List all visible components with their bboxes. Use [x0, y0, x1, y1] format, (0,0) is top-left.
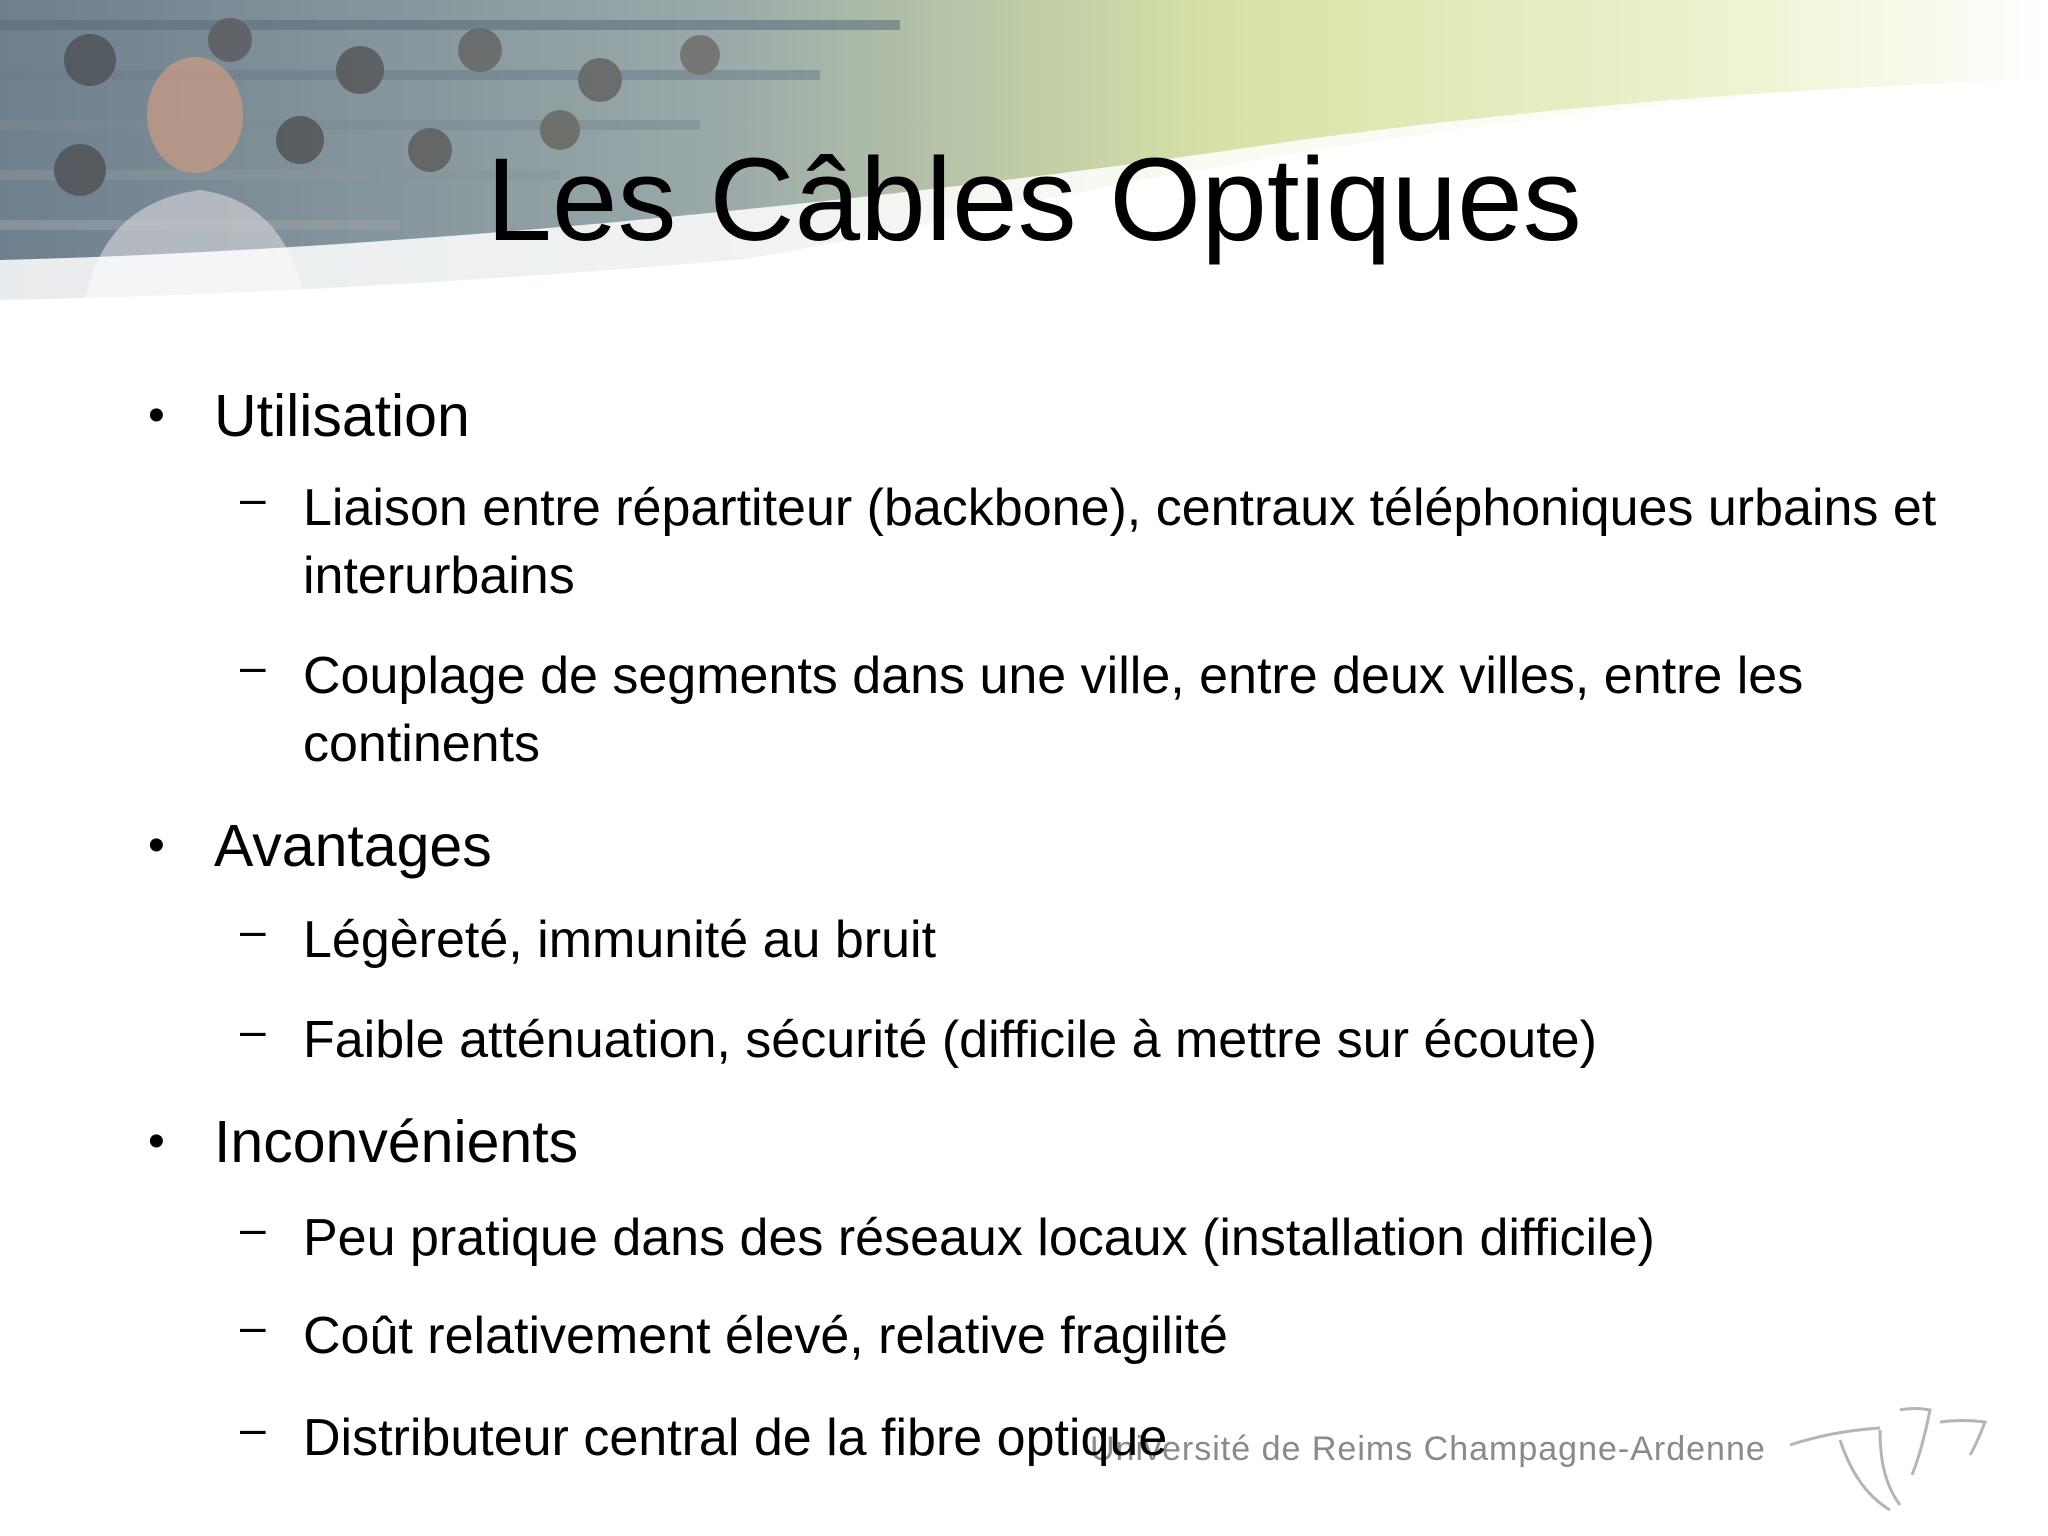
slide-title: Les Câbles Optiques	[486, 134, 1582, 266]
dash-icon: –	[240, 1300, 266, 1352]
list-item-text: Coût relativement élevé, relative fragilité	[303, 1307, 1228, 1365]
section-heading: Utilisation	[214, 383, 470, 449]
dash-icon: –	[240, 472, 266, 524]
list-item-text: Couplage de segments dans une ville, entre deux villes, entre les continents	[303, 647, 1804, 773]
list-item-text: Distributeur central de la fibre optique	[303, 1409, 1168, 1467]
dash-icon: –	[240, 640, 266, 692]
bullet-icon: •	[148, 819, 165, 872]
institution-name: Université de Reims Champagne-Ardenne	[1090, 1430, 1766, 1468]
dash-icon: –	[240, 1202, 266, 1254]
list-item-text: Peu pratique dans des réseaux locaux (installation difficile)	[303, 1209, 1655, 1267]
dash-icon: –	[240, 904, 266, 956]
bullet-icon: •	[148, 1115, 165, 1168]
dash-icon: –	[240, 1402, 266, 1454]
list-item-text: Faible atténuation, sécurité (difficile à mettre sur écoute)	[303, 1011, 1597, 1069]
section-heading: Avantages	[214, 813, 492, 879]
list-item-text: Liaison entre répartiteur (backbone), centraux téléphoniques urbains et interurbains	[303, 479, 1937, 605]
bullet-icon: •	[148, 389, 165, 442]
section-heading: Inconvénients	[214, 1109, 579, 1175]
list-item-text: Légèreté, immunité au bruit	[303, 911, 937, 969]
dash-icon: –	[240, 1004, 266, 1056]
